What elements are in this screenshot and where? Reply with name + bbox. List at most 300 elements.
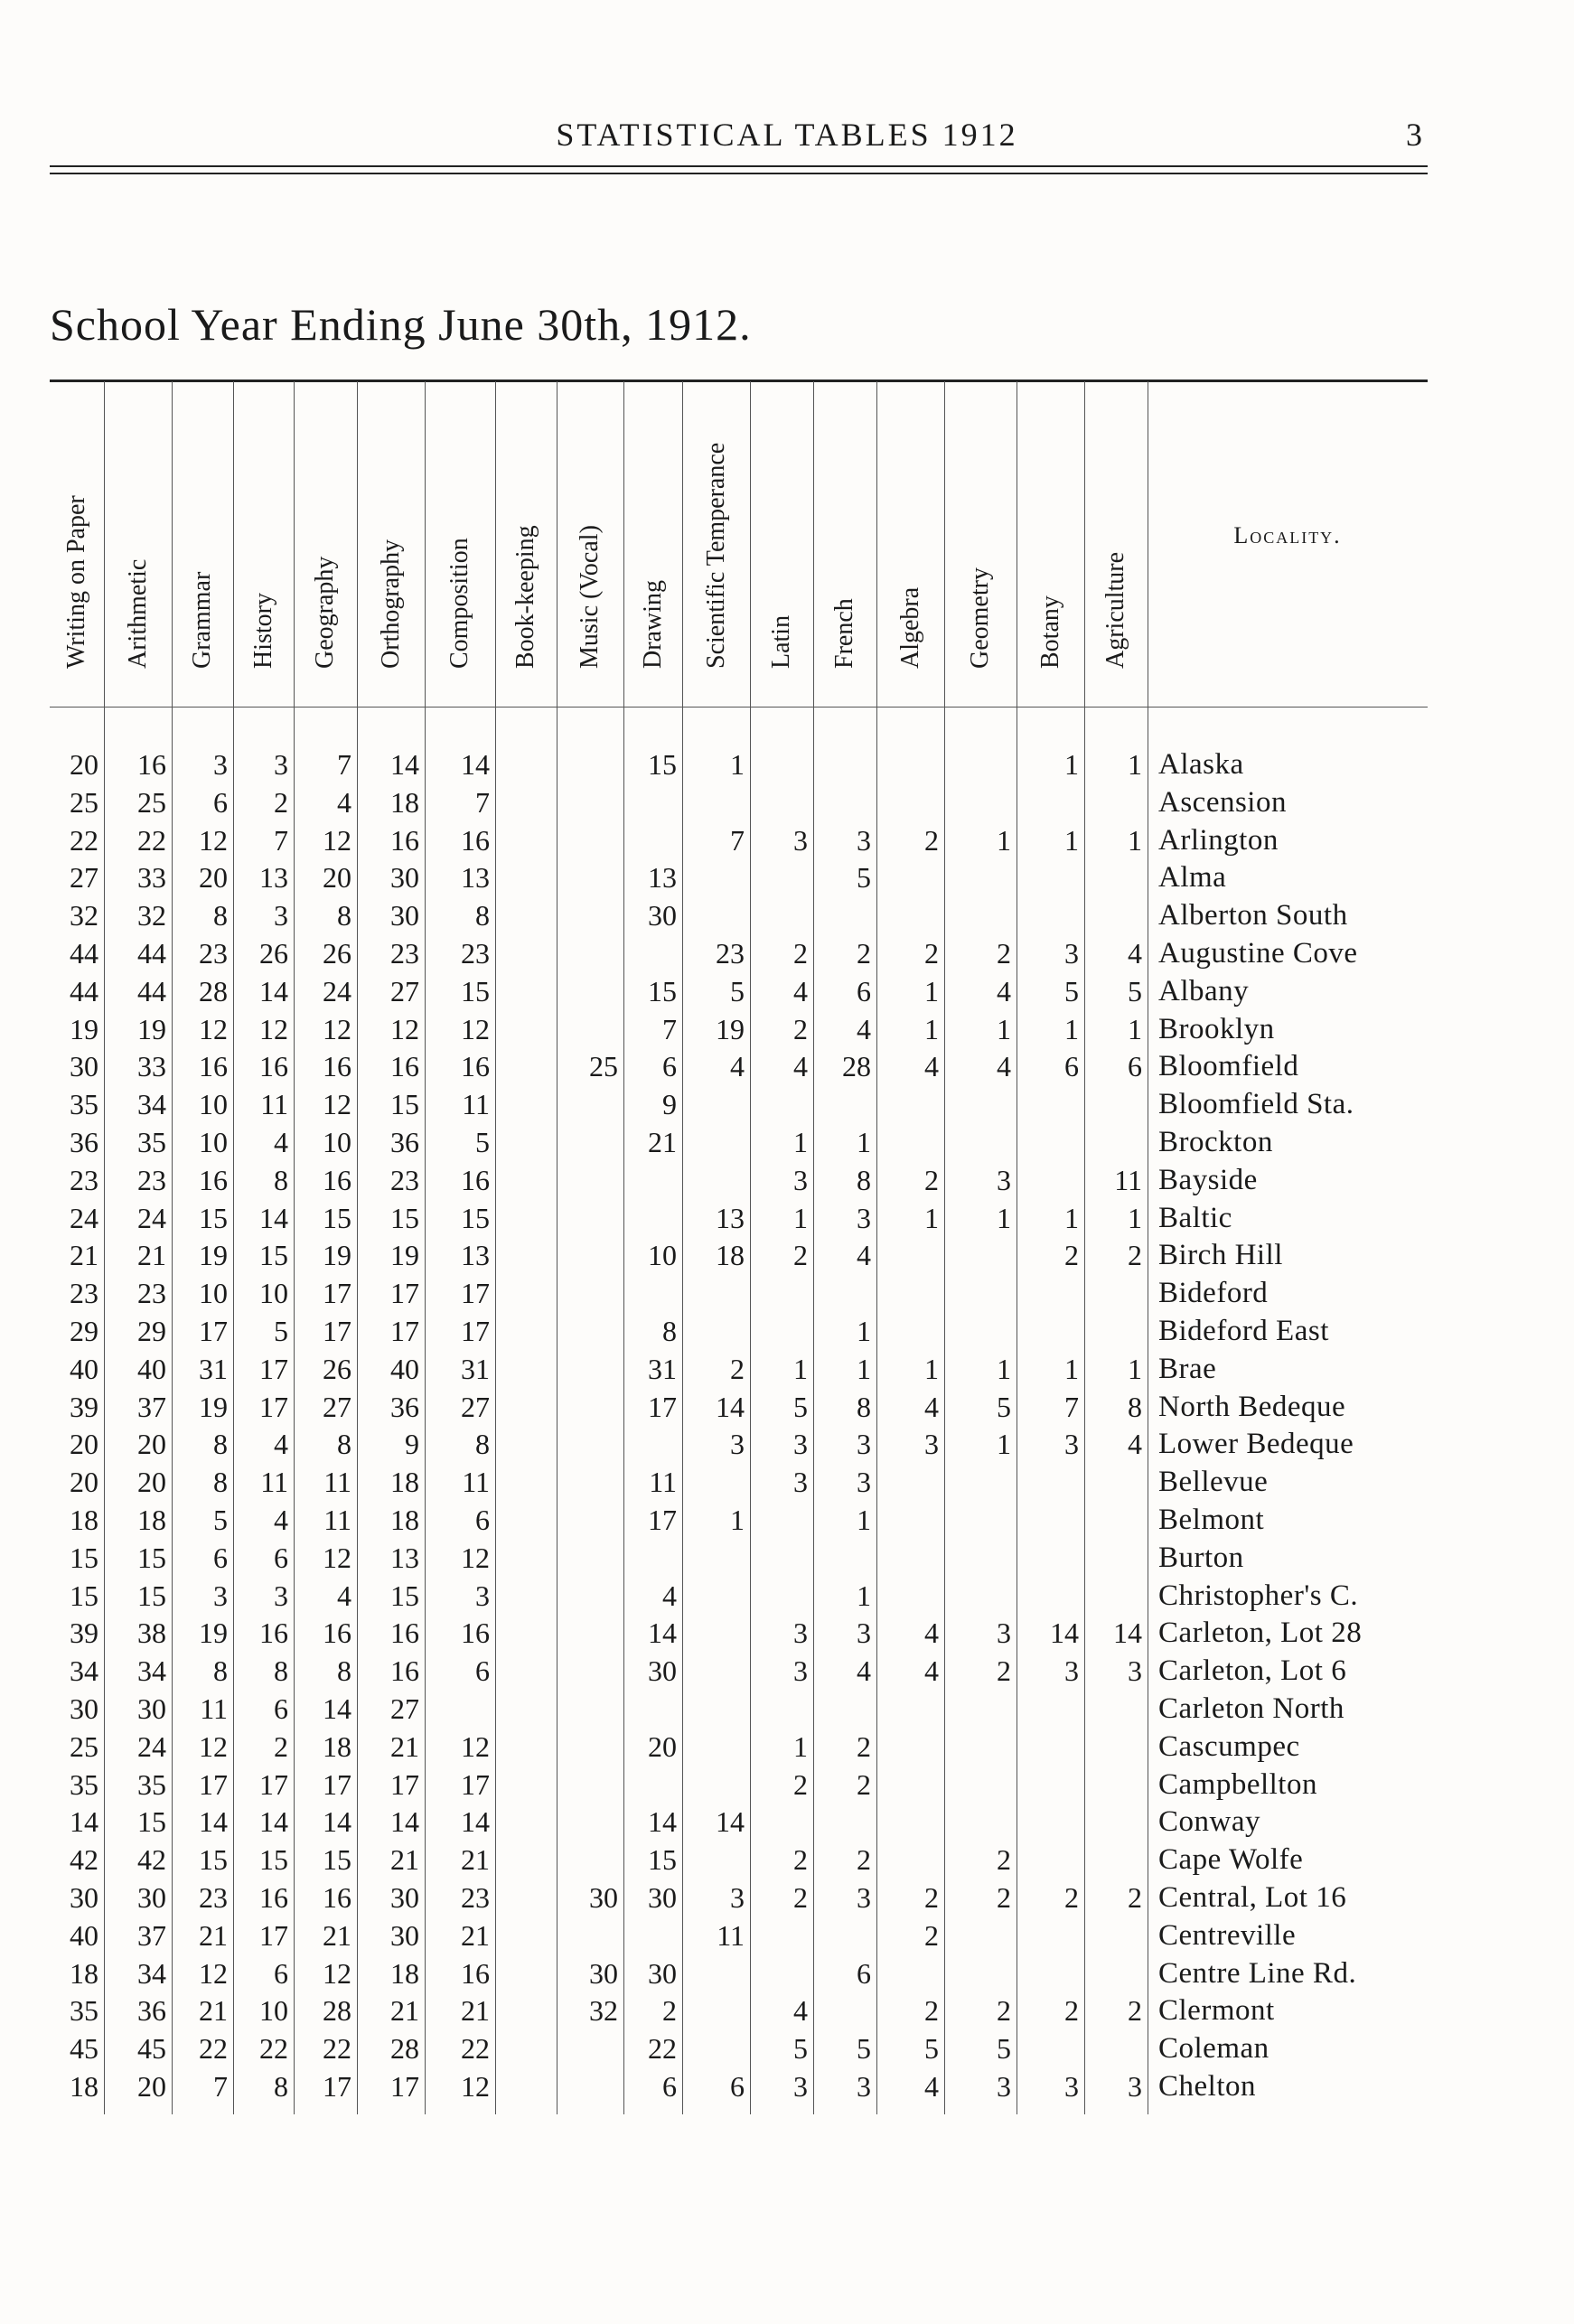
table-cell: 5 [997, 1390, 1011, 1423]
table-cell: 5 [793, 1390, 808, 1423]
table-cell: 4 [924, 1390, 939, 1423]
table-cell: 9 [662, 1088, 677, 1121]
table-cell: 1 [857, 1315, 871, 1347]
table-cell: 8 [274, 1163, 288, 1196]
table-cell: 17 [259, 1918, 288, 1952]
table-cell: 7 [274, 823, 288, 857]
table-cell: 24 [70, 1201, 98, 1234]
table-cell: 23 [137, 1163, 166, 1196]
table-cell: 14 [716, 1805, 745, 1839]
table-cell: 15 [390, 1579, 419, 1612]
table-cell: 17 [390, 1315, 419, 1347]
locality-cell: Carleton North [1158, 1692, 1344, 1725]
column-header [1017, 384, 1084, 705]
table-cell: 12 [323, 823, 351, 857]
table-cell: 25 [70, 1729, 98, 1763]
table-cell: 4 [924, 2070, 939, 2103]
table-cell: 35 [70, 1767, 98, 1801]
table-cell: 28 [390, 2032, 419, 2066]
table-cell: 3 [793, 2070, 808, 2103]
table-cell: 15 [323, 1201, 351, 1234]
table-cell: 15 [390, 1088, 419, 1121]
table-row [0, 1388, 1574, 1426]
table-cell: 8 [213, 1466, 228, 1499]
table-top-rule [50, 380, 1428, 382]
table-cell: 22 [70, 823, 98, 857]
table-cell: 9 [405, 1428, 419, 1461]
table-cell: 2 [924, 1881, 939, 1914]
column-header [1084, 384, 1148, 705]
column-header-label: Composition [445, 538, 473, 669]
table-cell: 2 [997, 1843, 1011, 1877]
table-cell: 8 [475, 1428, 490, 1461]
table-cell: 30 [70, 1692, 98, 1725]
table-cell: 31 [461, 1352, 490, 1385]
table-cell: 16 [461, 1050, 490, 1083]
table-cell: 6 [274, 1692, 288, 1725]
table-cell: 8 [337, 899, 351, 932]
table-cell: 3 [997, 1616, 1011, 1650]
column-header-label: Geography [311, 556, 339, 669]
column-header [944, 384, 1017, 705]
table-cell: 8 [213, 1654, 228, 1688]
table-cell: 7 [213, 2070, 228, 2103]
table-cell: 1 [730, 1504, 745, 1536]
table-cell: 2 [857, 1767, 871, 1801]
table-cell: 17 [390, 2070, 419, 2103]
table-cell: 14 [1113, 1616, 1142, 1650]
table-cell: 16 [259, 1881, 288, 1914]
table-cell: 15 [199, 1843, 228, 1877]
table-cell: 23 [70, 1163, 98, 1196]
table-cell: 3 [857, 2070, 871, 2103]
table-cell: 15 [259, 1239, 288, 1272]
table-cell: 20 [70, 748, 98, 781]
table-cell: 4 [924, 1050, 939, 1083]
table-cell: 19 [199, 1390, 228, 1423]
table-cell: 12 [323, 1956, 351, 1990]
table-cell: 31 [648, 1352, 677, 1385]
table-cell: 17 [461, 1277, 490, 1310]
table-row [0, 1690, 1574, 1728]
table-cell: 15 [390, 1201, 419, 1234]
table-cell: 21 [390, 1843, 419, 1877]
table-cell: 12 [461, 2070, 490, 2103]
table-cell: 3 [857, 1428, 871, 1461]
table-cell: 13 [648, 861, 677, 895]
table-cell: 24 [323, 974, 351, 1007]
table-cell: 1 [997, 1352, 1011, 1385]
locality-cell: Christopher's C. [1158, 1579, 1359, 1612]
table-row [0, 1954, 1574, 1992]
table-cell: 6 [857, 974, 871, 1007]
table-cell: 3 [213, 748, 228, 781]
table-cell: 16 [390, 1654, 419, 1688]
table-cell: 20 [70, 1428, 98, 1461]
table-cell: 30 [648, 1654, 677, 1688]
table-cell: 20 [323, 861, 351, 895]
table-cell: 35 [137, 1126, 166, 1158]
table-cell: 13 [461, 861, 490, 895]
table-cell: 6 [1128, 1050, 1142, 1083]
table-cell: 36 [390, 1390, 419, 1423]
table-cell: 1 [1064, 823, 1079, 857]
table-cell: 1 [924, 1012, 939, 1045]
table-cell: 33 [137, 1050, 166, 1083]
table-cell: 16 [323, 1616, 351, 1650]
table-cell: 27 [70, 861, 98, 895]
table-cell: 6 [475, 1654, 490, 1688]
table-cell: 24 [137, 1729, 166, 1763]
table-cell: 34 [137, 1088, 166, 1121]
table-cell: 16 [323, 1163, 351, 1196]
table-cell: 21 [137, 1239, 166, 1272]
table-cell: 14 [259, 974, 288, 1007]
table-cell: 15 [259, 1843, 288, 1877]
column-header-label: History [248, 593, 277, 669]
table-cell: 7 [337, 748, 351, 781]
column-header-label: Drawing [638, 580, 667, 669]
table-row [0, 2029, 1574, 2067]
table-cell: 26 [323, 1352, 351, 1385]
table-cell: 17 [648, 1390, 677, 1423]
table-cell: 6 [274, 1956, 288, 1990]
table-cell: 3 [730, 1428, 745, 1461]
table-cell: 26 [323, 937, 351, 970]
table-cell: 5 [793, 2032, 808, 2066]
table-cell: 3 [997, 1163, 1011, 1196]
table-cell: 8 [337, 1654, 351, 1688]
table-cell: 14 [716, 1390, 745, 1423]
table-cell: 20 [137, 2070, 166, 2103]
table-cell: 3 [213, 1579, 228, 1612]
table-cell: 4 [274, 1126, 288, 1158]
table-cell: 40 [70, 1352, 98, 1385]
table-cell: 17 [461, 1767, 490, 1801]
column-header-label: Geometry [966, 567, 994, 669]
table-cell: 16 [199, 1050, 228, 1083]
column-header-label: Orthography [376, 539, 405, 669]
column-header-label: Grammar [188, 571, 216, 669]
table-cell: 15 [70, 1541, 98, 1574]
table-cell: 25 [70, 785, 98, 819]
table-cell: 44 [137, 974, 166, 1007]
table-cell: 2 [924, 823, 939, 857]
table-cell: 40 [70, 1918, 98, 1952]
table-cell: 23 [70, 1277, 98, 1310]
table-cell: 35 [137, 1767, 166, 1801]
table-cell: 3 [274, 748, 288, 781]
table-cell: 3 [924, 1428, 939, 1461]
table-cell: 3 [274, 1579, 288, 1612]
table-cell: 20 [70, 1466, 98, 1499]
table-cell: 1 [924, 974, 939, 1007]
table-cell: 3 [997, 2070, 1011, 2103]
table-cell: 8 [274, 2070, 288, 2103]
locality-cell: Lower Bedeque [1158, 1428, 1354, 1461]
table-cell: 18 [390, 1504, 419, 1536]
table-cell: 4 [857, 1239, 871, 1272]
table-row [0, 1991, 1574, 2029]
table-cell: 4 [274, 1504, 288, 1536]
table-cell: 1 [997, 1012, 1011, 1045]
locality-cell: Centreville [1158, 1918, 1297, 1952]
table-cell: 5 [924, 2032, 939, 2066]
table-cell: 6 [475, 1504, 490, 1536]
table-cell: 1 [924, 1201, 939, 1234]
table-cell: 4 [662, 1579, 677, 1612]
table-cell: 2 [662, 1994, 677, 2028]
table-row [0, 1916, 1574, 1954]
table-cell: 15 [137, 1805, 166, 1839]
table-row [0, 1539, 1574, 1577]
table-row [0, 1614, 1574, 1652]
table-row [0, 1085, 1574, 1123]
locality-cell: Bideford [1158, 1277, 1269, 1310]
table-cell: 2 [924, 1994, 939, 2028]
table-cell: 21 [323, 1918, 351, 1952]
table-cell: 21 [390, 1994, 419, 2028]
table-cell: 6 [274, 1541, 288, 1574]
table-cell: 7 [1064, 1390, 1079, 1423]
table-cell: 2 [857, 1843, 871, 1877]
locality-cell: Brockton [1158, 1126, 1273, 1158]
table-cell: 2 [793, 937, 808, 970]
table-cell: 1 [1064, 1352, 1079, 1385]
table-cell: 14 [70, 1805, 98, 1839]
table-cell: 4 [857, 1012, 871, 1045]
table-cell: 11 [1114, 1163, 1142, 1196]
table-cell: 2 [997, 1994, 1011, 2028]
locality-cell: Birch Hill [1158, 1239, 1283, 1272]
locality-cell: Arlington [1158, 823, 1279, 857]
table-cell: 3 [793, 1654, 808, 1688]
table-cell: 30 [70, 1881, 98, 1914]
table-cell: 16 [461, 823, 490, 857]
table-cell: 16 [390, 823, 419, 857]
table-cell: 13 [390, 1541, 419, 1574]
table-cell: 3 [857, 823, 871, 857]
table-row [0, 1312, 1574, 1350]
table-cell: 6 [1064, 1050, 1079, 1083]
table-cell: 23 [461, 937, 490, 970]
table-cell: 16 [390, 1616, 419, 1650]
table-cell: 30 [137, 1881, 166, 1914]
table-cell: 4 [793, 1050, 808, 1083]
locality-cell: Burton [1158, 1541, 1244, 1574]
table-cell: 23 [390, 1163, 419, 1196]
table-cell: 11 [200, 1692, 228, 1725]
table-cell: 21 [461, 1843, 490, 1877]
table-cell: 31 [199, 1352, 228, 1385]
table-cell: 16 [461, 1956, 490, 1990]
table-cell: 18 [137, 1504, 166, 1536]
table-cell: 1 [793, 1729, 808, 1763]
locality-cell: Carleton, Lot 6 [1158, 1654, 1347, 1688]
table-row [0, 1879, 1574, 1916]
table-cell: 40 [137, 1352, 166, 1385]
table-cell: 22 [259, 2032, 288, 2066]
table-cell: 8 [857, 1390, 871, 1423]
table-cell: 26 [259, 937, 288, 970]
table-cell: 12 [323, 1012, 351, 1045]
table-cell: 27 [390, 1692, 419, 1725]
table-cell: 23 [199, 1881, 228, 1914]
table-cell: 16 [259, 1050, 288, 1083]
table-cell: 12 [323, 1541, 351, 1574]
table-cell: 14 [259, 1805, 288, 1839]
table-cell: 2 [924, 1918, 939, 1952]
table-row [0, 1577, 1574, 1615]
table-cell: 39 [70, 1390, 98, 1423]
table-cell: 3 [475, 1579, 490, 1612]
column-header-label: Book-keeping [511, 525, 539, 669]
table-cell: 28 [323, 1994, 351, 2028]
table-cell: 16 [199, 1163, 228, 1196]
table-cell: 18 [390, 785, 419, 819]
table-cell: 2 [274, 1729, 288, 1763]
table-cell: 14 [648, 1616, 677, 1650]
table-cell: 3 [274, 899, 288, 932]
table-cell: 1 [1128, 1201, 1142, 1234]
table-cell: 2 [1128, 1239, 1142, 1272]
table-row [0, 1236, 1574, 1274]
column-header [682, 384, 750, 705]
table-cell: 3 [793, 1428, 808, 1461]
column-header [623, 384, 682, 705]
table-cell: 22 [137, 823, 166, 857]
table-row [0, 1652, 1574, 1690]
locality-cell: Cascumpec [1158, 1729, 1300, 1763]
table-cell: 3 [793, 823, 808, 857]
column-header [233, 384, 294, 705]
locality-cell: Brae [1158, 1352, 1217, 1385]
column-header-label: Writing on Paper [62, 495, 90, 669]
table-cell: 13 [259, 861, 288, 895]
locality-cell: Bloomfield Sta. [1158, 1088, 1354, 1121]
locality-cell: Chelton [1158, 2070, 1256, 2103]
table-cell: 3 [857, 1881, 871, 1914]
table-cell: 14 [323, 1805, 351, 1839]
table-cell: 20 [648, 1729, 677, 1763]
table-cell: 2 [793, 1881, 808, 1914]
table-cell: 10 [323, 1126, 351, 1158]
page-number: 3 [1406, 117, 1422, 153]
table-cell: 8 [857, 1163, 871, 1196]
table-cell: 3 [1064, 2070, 1079, 2103]
table-cell: 32 [70, 899, 98, 932]
table-cell: 18 [716, 1239, 745, 1272]
locality-cell: Campbellton [1158, 1767, 1317, 1801]
table-cell: 4 [997, 1050, 1011, 1083]
table-cell: 4 [337, 1579, 351, 1612]
table-cell: 1 [730, 748, 745, 781]
table-cell: 27 [323, 1390, 351, 1423]
table-cell: 4 [1128, 937, 1142, 970]
table-row [0, 1010, 1574, 1048]
table-cell: 15 [461, 974, 490, 1007]
column-header-label: Agriculture [1101, 551, 1129, 669]
table-cell: 1 [1128, 748, 1142, 781]
locality-cell: Conway [1158, 1805, 1260, 1839]
table-cell: 21 [199, 1994, 228, 2028]
table-cell: 34 [137, 1654, 166, 1688]
column-header-label: Music (Vocal) [576, 525, 604, 669]
table-cell: 1 [1064, 1012, 1079, 1045]
table-row [0, 934, 1574, 972]
table-cell: 3 [793, 1163, 808, 1196]
column-header-label: Algebra [895, 586, 924, 669]
table-cell: 19 [137, 1012, 166, 1045]
table-cell: 15 [648, 748, 677, 781]
column-header [813, 384, 876, 705]
table-cell: 17 [323, 1277, 351, 1310]
table-cell: 30 [589, 1881, 618, 1914]
table-cell: 1 [857, 1126, 871, 1158]
table-cell: 8 [475, 899, 490, 932]
table-cell: 16 [461, 1616, 490, 1650]
table-cell: 37 [137, 1918, 166, 1952]
table-cell: 1 [1128, 823, 1142, 857]
column-header [425, 384, 495, 705]
table-cell: 1 [793, 1126, 808, 1158]
table-cell: 29 [137, 1315, 166, 1347]
table-cell: 14 [259, 1201, 288, 1234]
table-cell: 17 [323, 1767, 351, 1801]
column-header [294, 384, 357, 705]
table-cell: 14 [390, 1805, 419, 1839]
locality-cell: Cape Wolfe [1158, 1843, 1304, 1877]
table-cell: 23 [461, 1881, 490, 1914]
table-cell: 1 [1064, 1201, 1079, 1234]
table-cell: 25 [137, 785, 166, 819]
table-cell: 16 [323, 1050, 351, 1083]
table-row [0, 1161, 1574, 1199]
table-cell: 12 [199, 1956, 228, 1990]
locality-cell: Belmont [1158, 1504, 1265, 1536]
table-cell: 24 [137, 1201, 166, 1234]
table-cell: 30 [70, 1050, 98, 1083]
table-row [0, 1350, 1574, 1388]
table-cell: 2 [997, 1881, 1011, 1914]
table-cell: 35 [70, 1994, 98, 2028]
table-cell: 1 [997, 1201, 1011, 1234]
table-cell: 30 [648, 1956, 677, 1990]
table-cell: 21 [461, 1994, 490, 2028]
table-cell: 30 [390, 899, 419, 932]
table-cell: 2 [997, 1654, 1011, 1688]
locality-cell: Ascension [1158, 785, 1287, 819]
table-cell: 5 [274, 1315, 288, 1347]
table-cell: 36 [137, 1994, 166, 2028]
table-cell: 4 [793, 1994, 808, 2028]
table-cell: 5 [1128, 974, 1142, 1007]
table-row [0, 1766, 1574, 1804]
table-cell: 7 [475, 785, 490, 819]
table-cell: 5 [857, 2032, 871, 2066]
table-cell: 20 [137, 1428, 166, 1461]
locality-cell: Bayside [1158, 1163, 1258, 1196]
table-cell: 17 [461, 1315, 490, 1347]
table-cell: 2 [793, 1012, 808, 1045]
table-cell: 22 [323, 2032, 351, 2066]
table-row [0, 1841, 1574, 1879]
table-cell: 30 [390, 1881, 419, 1914]
table-cell: 3 [857, 1616, 871, 1650]
table-cell: 17 [199, 1315, 228, 1347]
table-cell: 2 [924, 937, 939, 970]
column-header [104, 384, 172, 705]
